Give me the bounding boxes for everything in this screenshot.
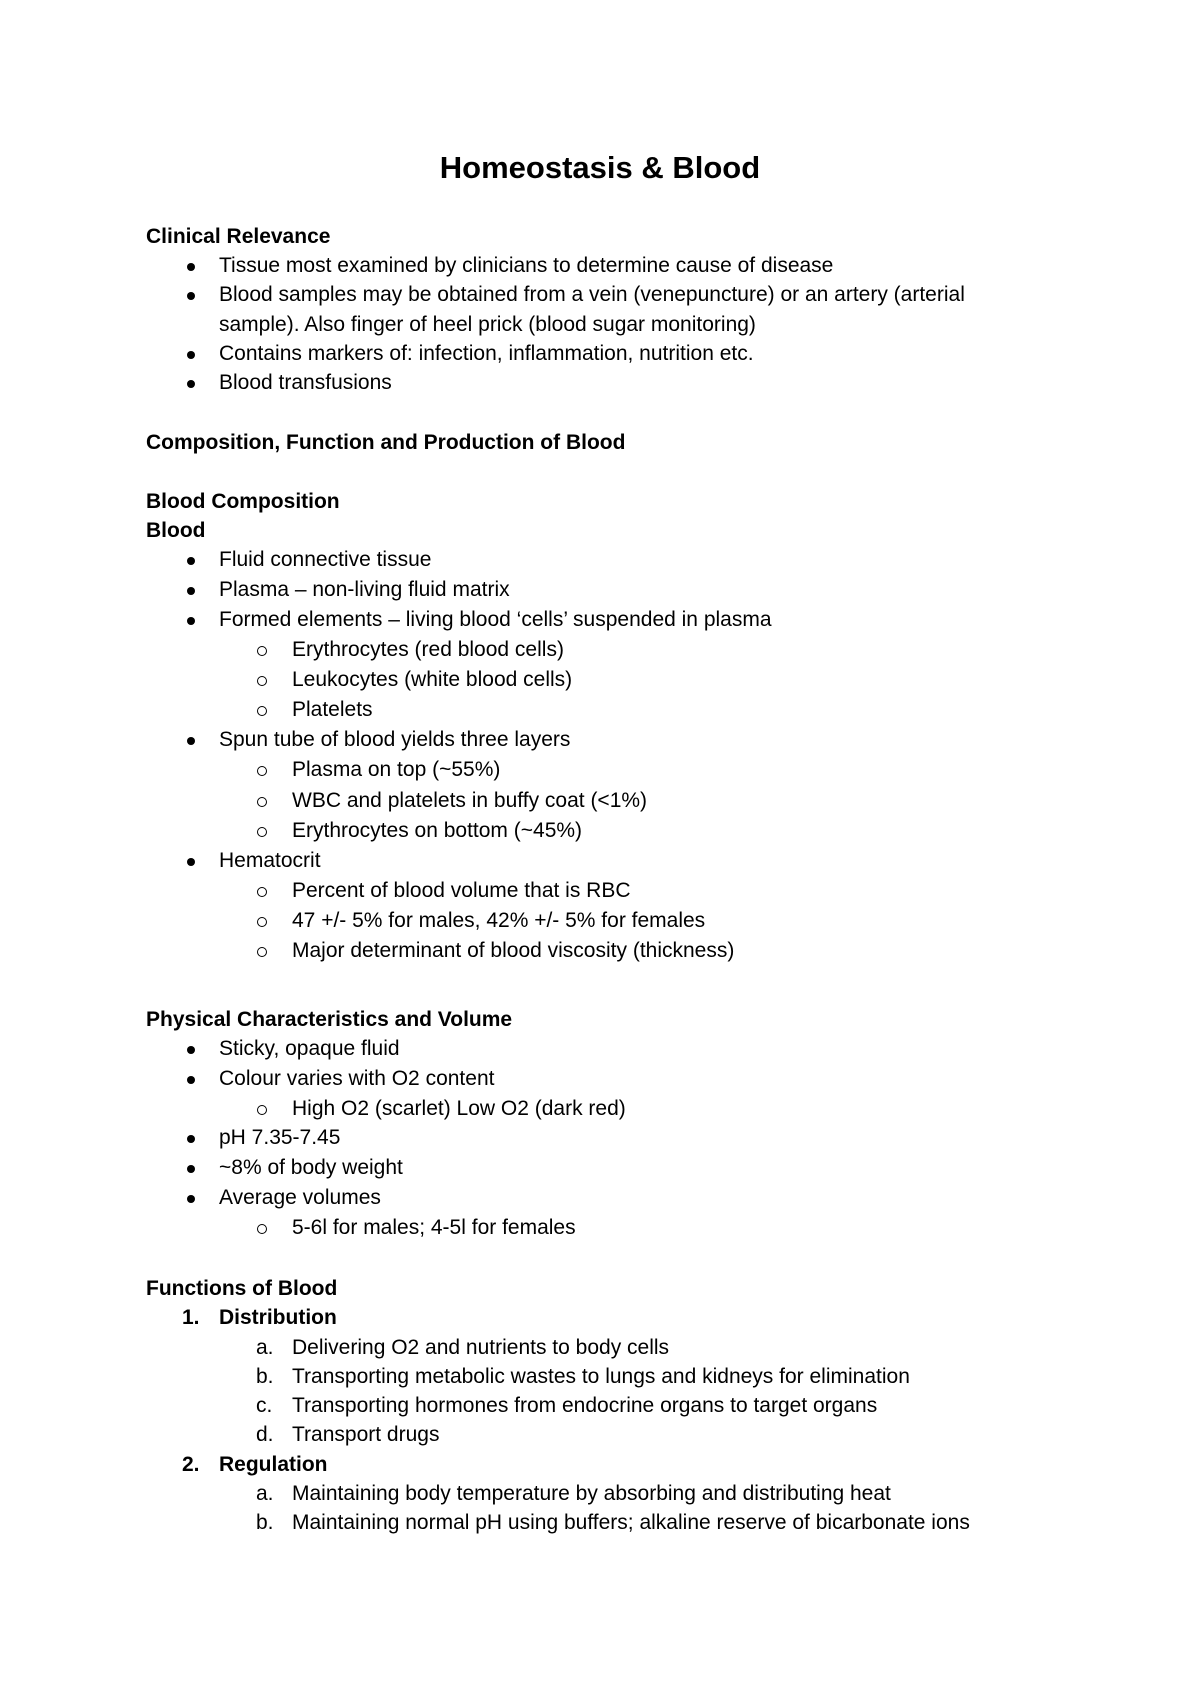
sub-list-item: Erythrocytes on bottom (~45%) [292, 819, 583, 842]
bullet-icon [187, 292, 195, 300]
circle-bullet-icon [257, 947, 267, 957]
sub-list-item: WBC and platelets in buffy coat (<1%) [292, 789, 648, 812]
functions-heading: Functions of Blood [146, 1277, 338, 1300]
sub-list-item: Erythrocytes (red blood cells) [292, 638, 564, 661]
circle-bullet-icon [257, 917, 267, 927]
circle-bullet-icon [257, 1224, 267, 1234]
bullet-icon [187, 737, 195, 745]
list-item-continuation: sample). Also finger of heel prick (blood sugar monitoring) [219, 313, 756, 336]
bullet-icon [187, 858, 195, 866]
sub-list-item: Transporting metabolic wastes to lungs and kidneys for elimination [292, 1365, 910, 1388]
sub-list-item: Transporting hormones from endocrine organs to target organs [292, 1394, 878, 1417]
list-item: Spun tube of blood yields three layers [219, 728, 571, 751]
list-item: Contains markers of: infection, inflammation, nutrition etc. [219, 342, 754, 365]
list-item: Sticky, opaque fluid [219, 1037, 400, 1060]
bullet-icon [187, 351, 195, 359]
list-item: Regulation [219, 1453, 328, 1476]
list-item: ~8% of body weight [219, 1156, 403, 1179]
sub-list-item: Maintaining body temperature by absorbing and distributing heat [292, 1482, 891, 1505]
clinical-relevance-heading: Clinical Relevance [146, 225, 331, 248]
sub-list-item: Plasma on top (~55%) [292, 758, 501, 781]
bullet-icon [187, 557, 195, 565]
sub-list-item: Transport drugs [292, 1423, 440, 1446]
bullet-icon [187, 1046, 195, 1054]
sub-list-item: Maintaining normal pH using buffers; alkaline reserve of bicarbonate ions [292, 1511, 970, 1534]
circle-bullet-icon [257, 827, 267, 837]
list-item: Average volumes [219, 1186, 381, 1209]
sub-list-item: Delivering O2 and nutrients to body cells [292, 1336, 670, 1359]
list-item: Hematocrit [219, 849, 321, 872]
list-item: Tissue most examined by clinicians to determine cause of disease [219, 254, 834, 277]
bullet-icon [187, 587, 195, 595]
sub-list-item: Platelets [292, 698, 373, 721]
bullet-icon [187, 1135, 195, 1143]
list-item: Blood transfusions [219, 371, 392, 394]
blood-composition-heading: Blood Composition [146, 490, 340, 513]
list-letter: b. [256, 1511, 274, 1534]
list-letter: a. [256, 1336, 274, 1359]
list-item: Fluid connective tissue [219, 548, 432, 571]
circle-bullet-icon [257, 766, 267, 776]
bullet-icon [187, 617, 195, 625]
section-heading: Composition, Function and Production of Blood [146, 431, 626, 454]
page-title: Homeostasis & Blood [439, 150, 761, 185]
bullet-icon [187, 1195, 195, 1203]
list-item: Blood samples may be obtained from a vein (venepuncture) or an artery (arterial [219, 283, 965, 306]
list-item: Distribution [219, 1306, 337, 1329]
circle-bullet-icon [257, 646, 267, 656]
bullet-icon [187, 380, 195, 388]
bullet-icon [187, 263, 195, 271]
list-letter: c. [256, 1394, 273, 1417]
bullet-icon [187, 1165, 195, 1173]
list-letter: d. [256, 1423, 274, 1446]
list-letter: b. [256, 1365, 274, 1388]
list-item: Plasma – non-living fluid matrix [219, 578, 510, 601]
blood-subheading: Blood [146, 519, 206, 542]
sub-list-item: Major determinant of blood viscosity (thickness) [292, 939, 735, 962]
sub-list-item: Percent of blood volume that is RBC [292, 879, 631, 902]
sub-list-item: 5-6l for males; 4-5l for females [292, 1216, 576, 1239]
circle-bullet-icon [257, 797, 267, 807]
list-number: 2. [182, 1453, 200, 1476]
physical-characteristics-heading: Physical Characteristics and Volume [146, 1008, 513, 1031]
circle-bullet-icon [257, 676, 267, 686]
list-item: pH 7.35-7.45 [219, 1126, 341, 1149]
circle-bullet-icon [257, 1105, 267, 1115]
circle-bullet-icon [257, 706, 267, 716]
list-item: Colour varies with O2 content [219, 1067, 495, 1090]
list-item: Formed elements – living blood ‘cells’ suspended in plasma [219, 608, 772, 631]
bullet-icon [187, 1076, 195, 1084]
sub-list-item: 47 +/- 5% for males, 42% +/- 5% for females [292, 909, 706, 932]
list-letter: a. [256, 1482, 274, 1505]
sub-list-item: High O2 (scarlet) Low O2 (dark red) [292, 1097, 626, 1120]
list-number: 1. [182, 1306, 200, 1329]
circle-bullet-icon [257, 887, 267, 897]
sub-list-item: Leukocytes (white blood cells) [292, 668, 573, 691]
